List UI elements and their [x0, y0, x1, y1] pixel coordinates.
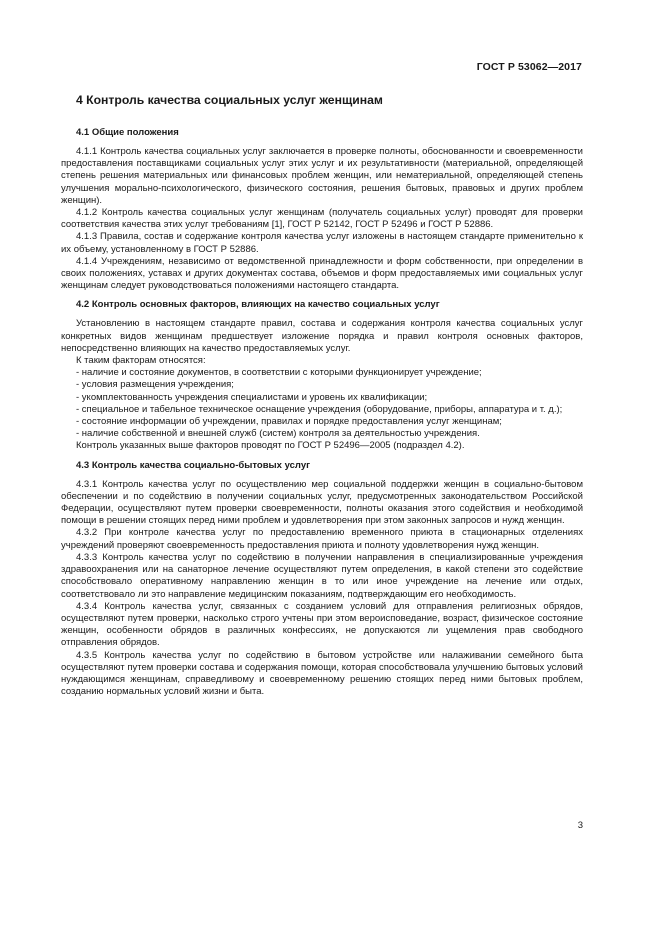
- paragraph-4-3-3: 4.3.3 Контроль качества услуг по содействию в получении направления в специализированные учреждения здравоохранения или на санаторное лечение осуществляют путем определения, в какой степени это содействие способствовало оперативному направлению женщин в то или иное учреждение на лечение или отдых, соответствовало ли это направление медицинским показаниям, подтверждающим его необходимость.: [61, 551, 583, 600]
- list-item: - условия размещения учреждения;: [76, 379, 234, 391]
- paragraph-4-1-3: 4.1.3 Правила, состав и содержание контроля качества услуг изложены в настоящем стандарте применительно к их объему, установленному в ГОСТ Р 52886.: [61, 231, 583, 255]
- list-item: - специальное и табельное техническое оснащение учреждения (оборудование, приборы, аппаратура и т. д.);: [76, 403, 563, 415]
- paragraph-4-1-4: 4.1.4 Учреждениям, независимо от ведомственной принадлежности и форм собственности, при определении в своих положениях, уставах и других документах состава, объемов и форм предоставляемых ими социальных услуг женщинам следует руководствоваться положениями настоящего стандарта.: [61, 255, 583, 292]
- paragraph-4-1-1: 4.1.1 Контроль качества социальных услуг заключается в проверке полноты, обоснованности и своевременности предоставления поставщиками социальных услуг этих услуг и их результативности (материальной, определяющей степень решения материальных или финансовых проблем женщин, или нематериальной, определяющей степень улучшения морально-психологического, физического состояния, решения бытовых, правовых и других проблем женщин).: [61, 146, 583, 206]
- subsection-title-4-2: 4.2 Контроль основных факторов, влияющих на качество социальных услуг: [76, 299, 440, 311]
- standard-code: ГОСТ Р 53062—2017: [476, 61, 582, 73]
- paragraph-4-3-4: 4.3.4 Контроль качества услуг, связанных с созданием условий для отправления религиозных обрядов, осуществляют путем проверки, насколько строго учтены при этом вероисповедание, возраст, физическое состояние женщин, особенности обрядов в различных конфессиях, не допускаются ли ущемления прав свободного отправления обрядов.: [61, 600, 583, 649]
- list-item: - состояние информации об учреждении, правилах и порядке предоставления услуг женщинам;: [76, 416, 502, 428]
- paragraph-4-2-factors-lead: К таким факторам относятся:: [76, 355, 206, 367]
- paragraph-4-3-2: 4.3.2 При контроле качества услуг по предоставлению временного приюта в стационарных отделениях учреждений проверяют своевременность предоставления приюта и полноту удовлетворения нужд женщин.: [61, 527, 583, 551]
- section-title: 4 Контроль качества социальных услуг женщинам: [76, 93, 383, 107]
- paragraph-4-2-control: Контроль указанных выше факторов проводят по ГОСТ Р 52496—2005 (подраздел 4.2).: [76, 440, 465, 452]
- list-item: - укомплектованность учреждения специалистами и уровень их квалификации;: [76, 391, 428, 403]
- page-content: [61, 92, 583, 698]
- paragraph-4-1-2: 4.1.2 Контроль качества социальных услуг женщинам (получатель социальных услуг) проводят для проверки соответствия качества этих услуг требованиям [1], ГОСТ Р 52142, ГОСТ Р 52496 и ГОСТ Р 52886.: [61, 207, 583, 231]
- paragraph-4-2-intro: Установлению в настоящем стандарте правил, состава и содержания контроля качества социальных услуг конкретных видов женщинам предшествует изложение порядка и правил контроля основных факторов, непосредственно влияющих на качество предоставляемых услуг.: [61, 318, 583, 354]
- subsection-title-4-3: 4.3 Контроль качества социально-бытовых услуг: [76, 459, 311, 471]
- list-item: - наличие собственной и внешней служб (систем) контроля за деятельностью учреждения.: [76, 428, 480, 440]
- paragraph-4-3-1: 4.3.1 Контроль качества услуг по осуществлению мер социальной поддержки женщин в социально-бытовом обеспечении и по содействию в получении социальных услуг, предусмотренных законодательством Российской Федерации, осуществляют путем проверки своевременности, полноты оказания этого содействия и необходимой помощи в решении стоящих перед ними проблем и удовлетворения при этом законных запросов и нужд женщин.: [61, 478, 583, 527]
- subsection-title-4-1: 4.1 Общие положения: [76, 127, 179, 138]
- list-item: - наличие и состояние документов, в соответствии с которыми функционирует учреждение;: [76, 367, 482, 379]
- paragraph-4-3-5: 4.3.5 Контроль качества услуг по содействию в бытовом устройстве или налаживании семейного быта осуществляют путем проверки состава и содержания помощи, которая способствовала улучшению бытовых условий нуждающимся женщинам, справедливому и своевременному решению стоящих перед ними бытовых проблем, созданию нормальных условий жизни и быта.: [61, 649, 583, 698]
- page-number: 3: [577, 820, 583, 831]
